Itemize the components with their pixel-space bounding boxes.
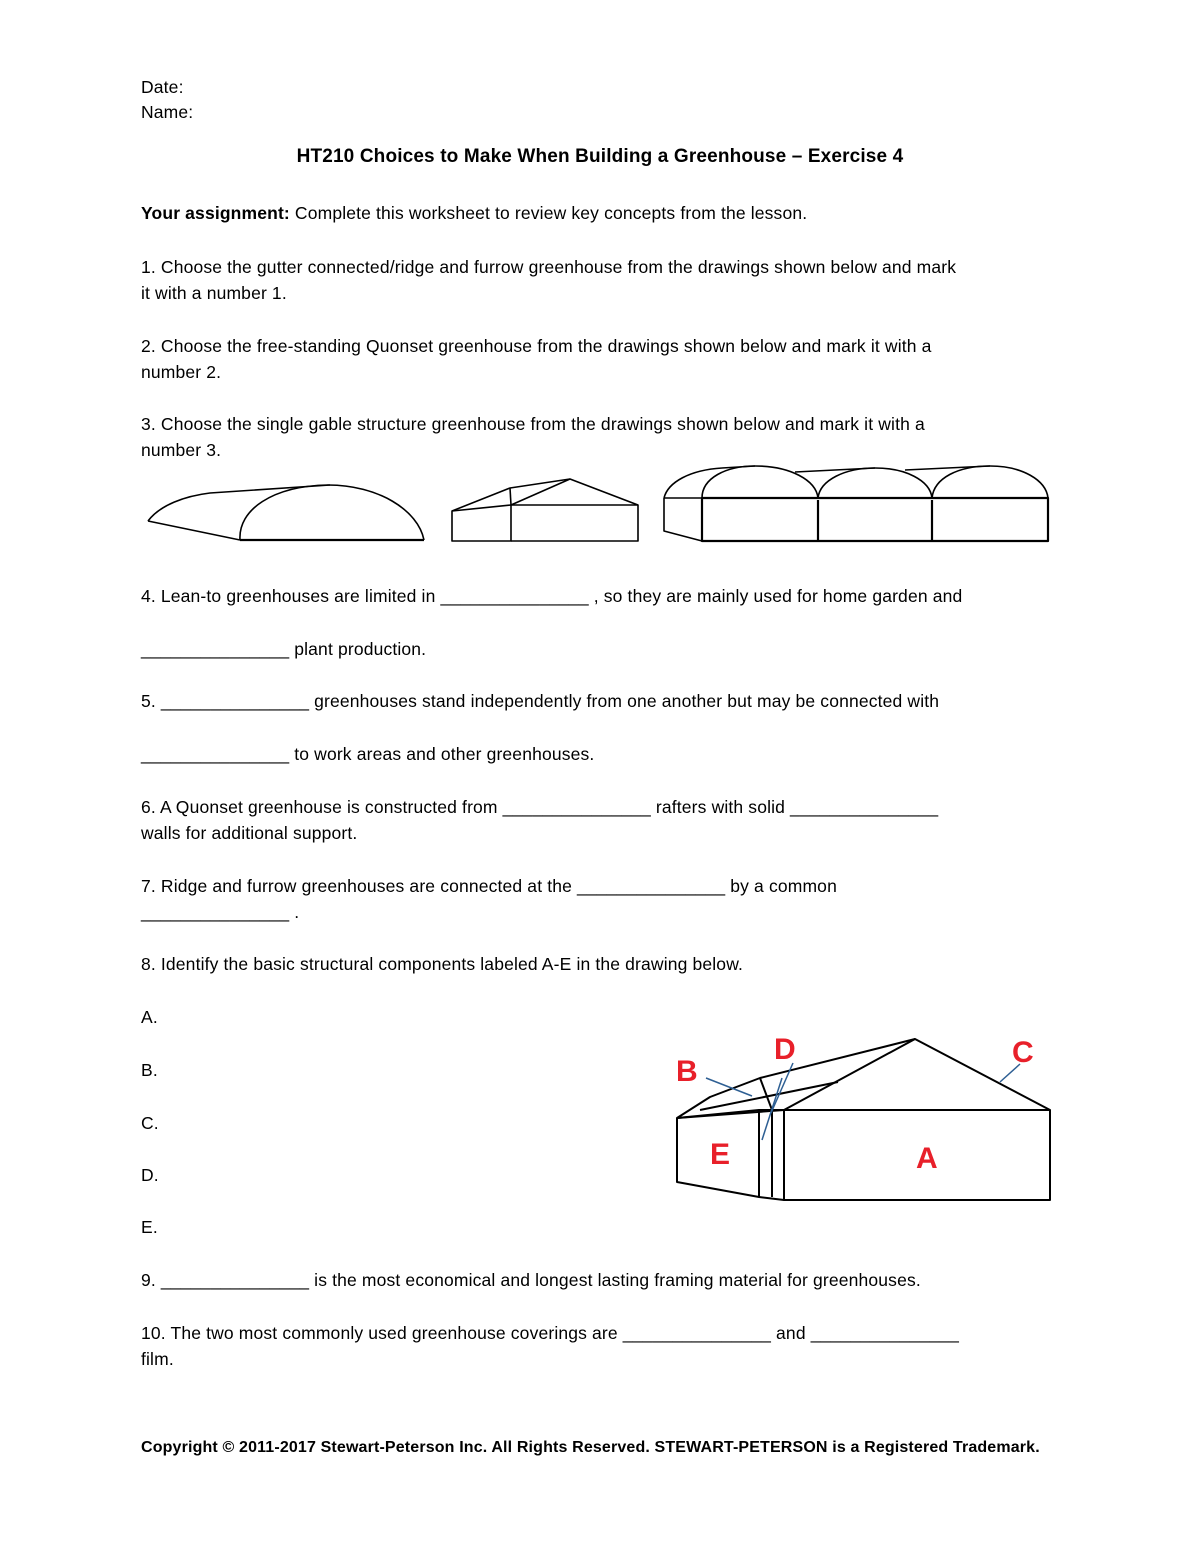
copyright-footer: Copyright © 2011-2017 Stewart-Peterson Inc. All Rights Reserved. STEWART-PETERSON is a Registered Trademark. bbox=[141, 1439, 1040, 1456]
question-6-line-1: 6. A Quonset greenhouse is constructed from _______________ rafters with solid _______________ bbox=[141, 797, 939, 817]
name-label: Name: bbox=[141, 102, 194, 122]
question-2-line-1: 2. Choose the free-standing Quonset greenhouse from the drawings shown below and mark it with a bbox=[141, 336, 932, 356]
answer-label-d: D. bbox=[141, 1165, 159, 1185]
question-2-line-2: number 2. bbox=[141, 362, 222, 382]
question-7-line-2: _______________ . bbox=[141, 902, 300, 922]
diagram-label-d: D bbox=[774, 1033, 796, 1066]
date-label: Date: bbox=[141, 77, 184, 97]
diagram-label-c: C bbox=[1012, 1036, 1034, 1069]
question-3-line-2: number 3. bbox=[141, 440, 222, 460]
assignment-label: Your assignment: bbox=[141, 203, 290, 223]
answer-label-e: E. bbox=[141, 1217, 158, 1237]
gable-greenhouse-drawing bbox=[452, 479, 638, 541]
question-8-line-1: 8. Identify the basic structural components labeled A-E in the drawing below. bbox=[141, 954, 744, 974]
question-7-line-1: 7. Ridge and furrow greenhouses are connected at the _______________ by a common bbox=[141, 876, 837, 896]
question-4-line-2: _______________ plant production. bbox=[141, 639, 427, 659]
diagram-label-a: A bbox=[916, 1142, 938, 1175]
page-title: HT210 Choices to Make When Building a Greenhouse – Exercise 4 bbox=[296, 146, 904, 167]
question-10-line-1: 10. The two most commonly used greenhouse coverings are _______________ and _______________ bbox=[141, 1323, 959, 1343]
question-3-line-1: 3. Choose the single gable structure greenhouse from the drawings shown below and mark it with a bbox=[141, 414, 925, 434]
quonset-greenhouse-drawing bbox=[148, 485, 424, 540]
ridge-and-furrow-greenhouse-drawing bbox=[664, 466, 1048, 541]
question-5-line-2: _______________ to work areas and other greenhouses. bbox=[141, 744, 595, 764]
question-1-line-2: it with a number 1. bbox=[141, 283, 287, 303]
question-9-line-1: 9. _______________ is the most economical and longest lasting framing material for greenhouses. bbox=[141, 1270, 921, 1290]
question-10-line-2: film. bbox=[141, 1349, 174, 1369]
answer-label-a: A. bbox=[141, 1007, 158, 1027]
question-1-line-1: 1. Choose the gutter connected/ridge and furrow greenhouse from the drawings shown below and mark bbox=[141, 257, 957, 277]
question-4-line-1: 4. Lean-to greenhouses are limited in _______________ , so they are mainly used for home garden and bbox=[141, 586, 963, 606]
question-6-line-2: walls for additional support. bbox=[141, 823, 358, 843]
question-5-line-1: 5. _______________ greenhouses stand independently from one another but may be connected with bbox=[141, 691, 940, 711]
diagram-label-b: B bbox=[676, 1055, 698, 1088]
assignment-line bbox=[141, 200, 807, 226]
diagram-label-e: E bbox=[710, 1138, 731, 1171]
assignment-text: Complete this worksheet to review key concepts from the lesson. bbox=[289, 203, 808, 223]
answer-label-b: B. bbox=[141, 1060, 158, 1080]
answer-label-c: C. bbox=[141, 1113, 159, 1133]
